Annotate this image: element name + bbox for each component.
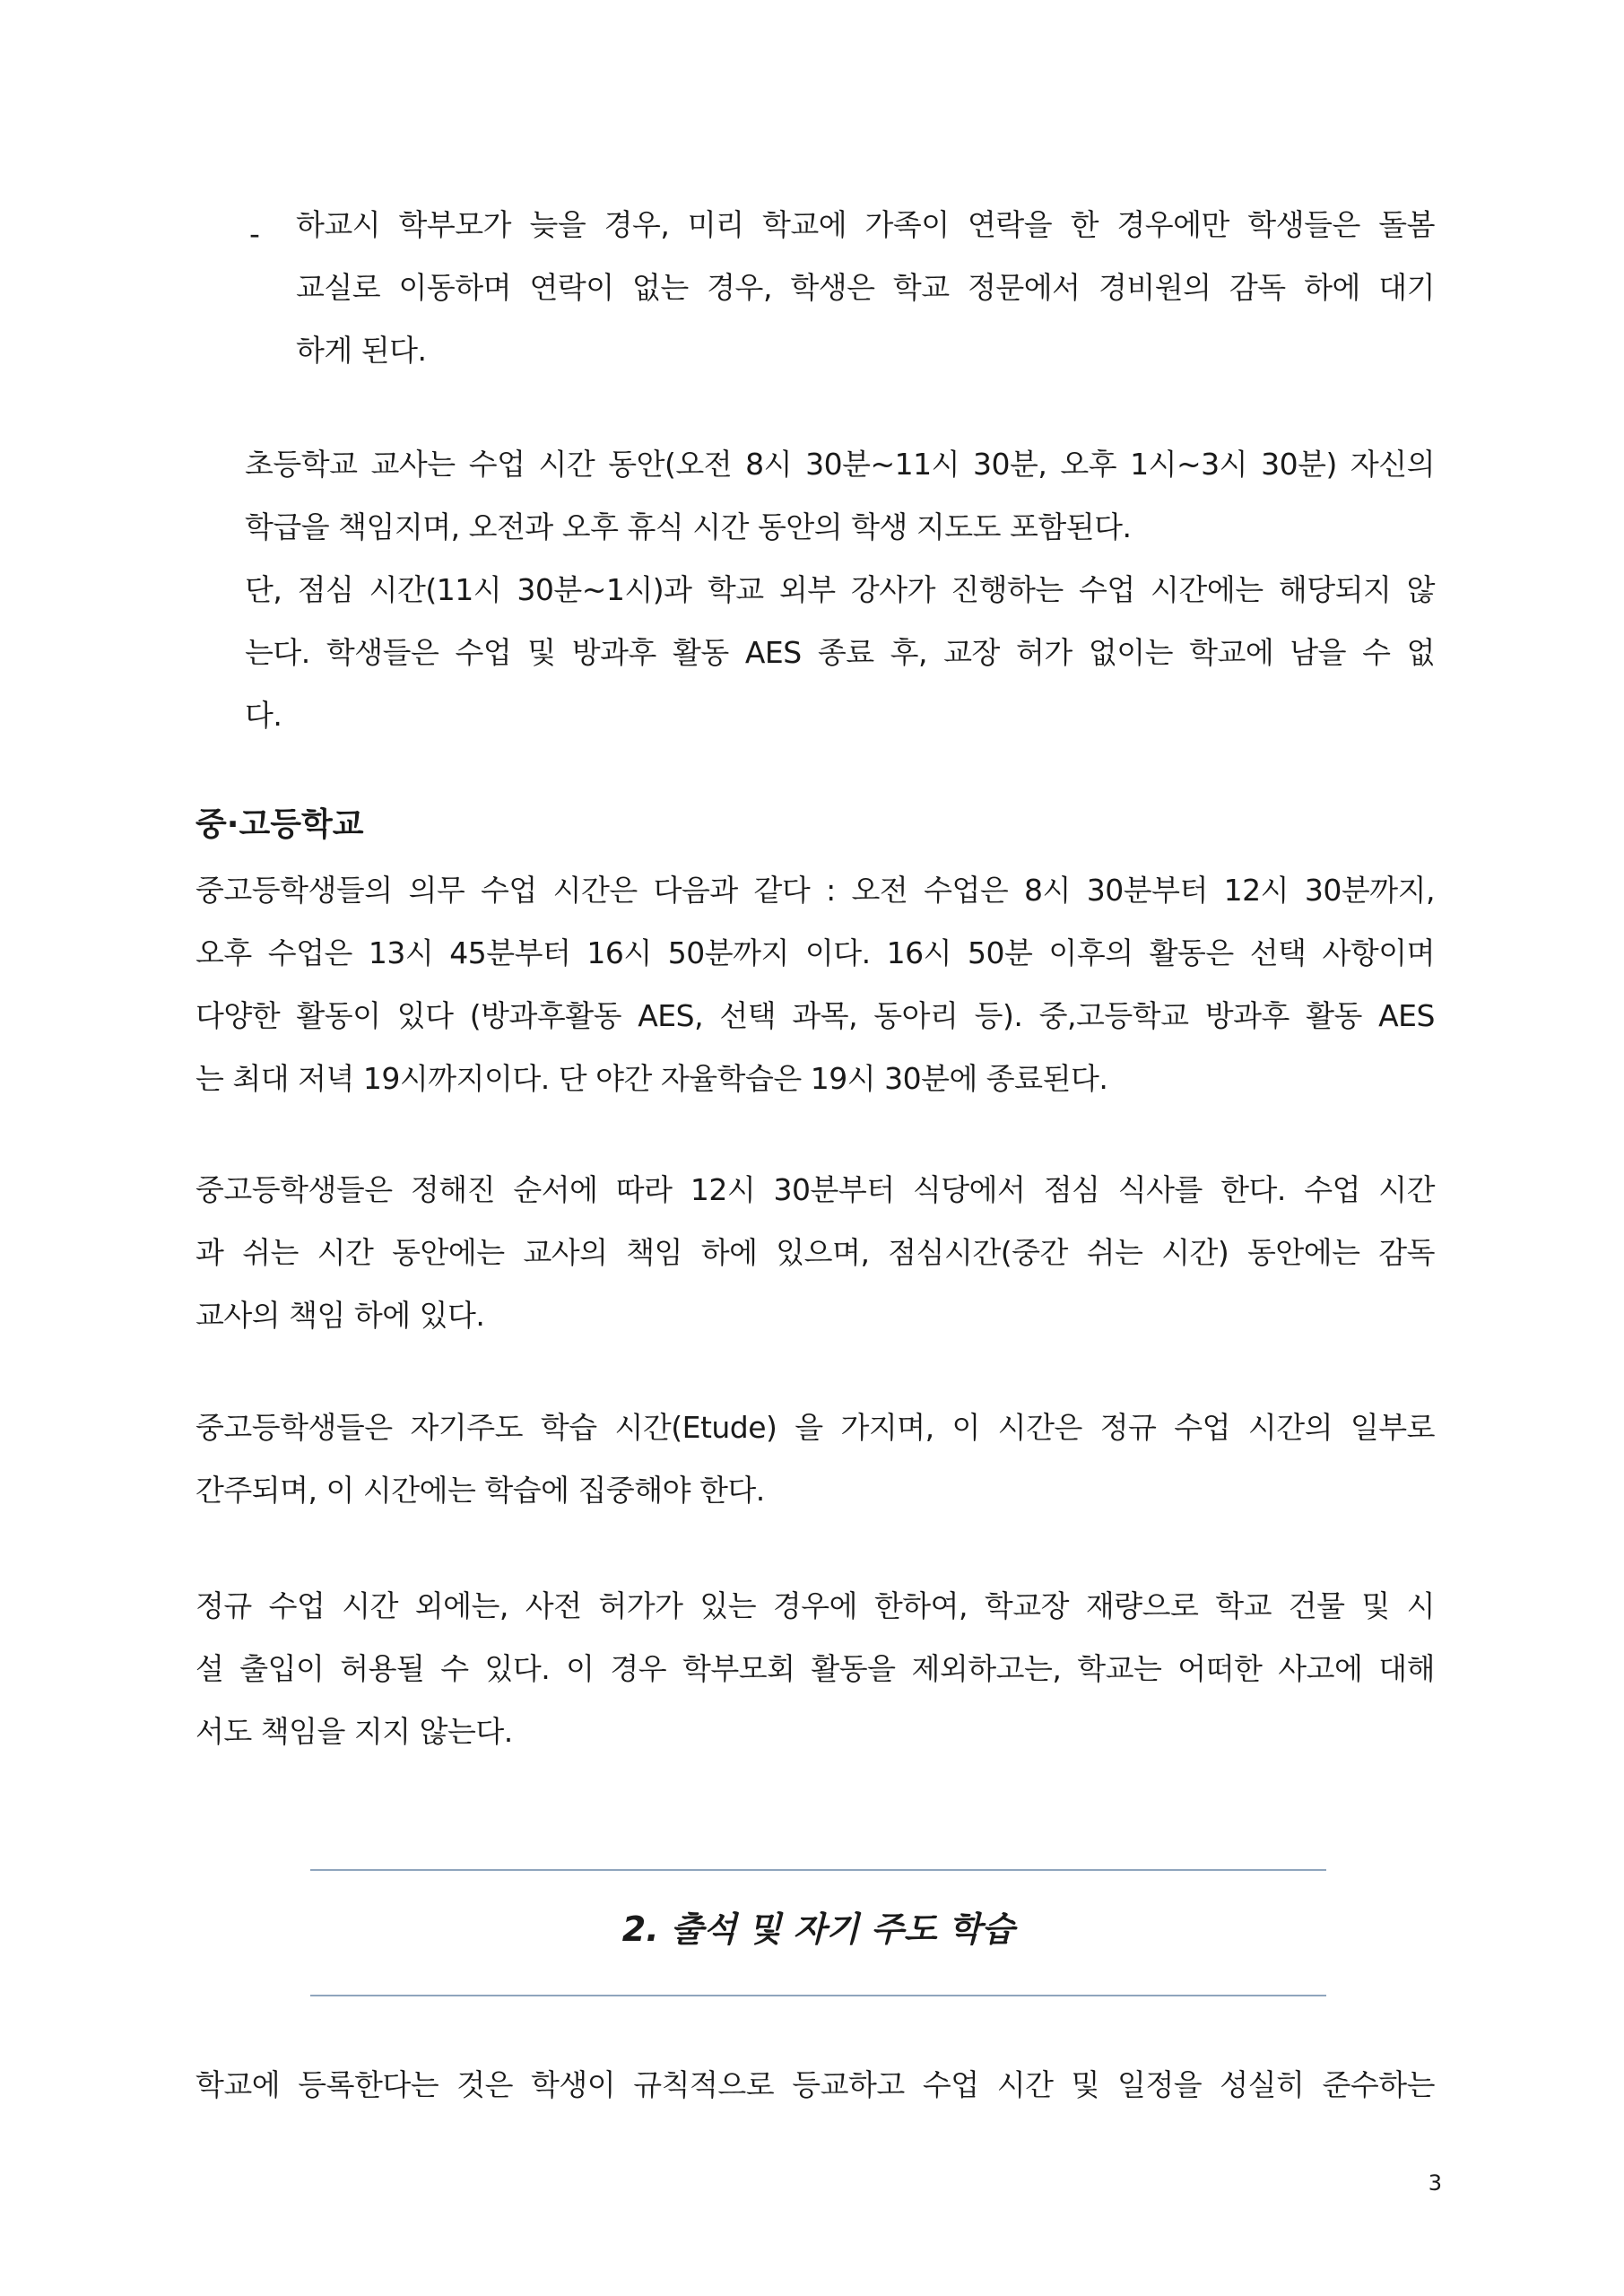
section-rule-top — [310, 1869, 1326, 1871]
text-line: 교실로 이동하며 연락이 없는 경우, 학생은 학교 정문에서 경비원의 감독 하에 대기 — [296, 270, 1435, 305]
text-line: 초등학교 교사는 수업 시간 동안(오전 8시 30분~11시 30분, 오후 1시~3시 30분) 자신의 — [245, 447, 1435, 482]
text-line: 학교에 등록한다는 것은 학생이 규칙적으로 등교하고 수업 시간 및 일정을 성실히 준수하는 — [195, 2067, 1435, 2102]
secondary-paragraph-3 — [195, 1396, 1435, 1522]
text-line: 다. — [245, 698, 282, 733]
section2-paragraph — [195, 2054, 1435, 2117]
section-heading: 중·고등학교 — [195, 806, 364, 843]
page-number: 3 — [1428, 2170, 1442, 2196]
text-line: 설 출입이 허용될 수 있다. 이 경우 학부모회 활동을 제외하고는, 학교는 어떠한 사고에 대해 — [195, 1651, 1435, 1686]
text-line: 서도 책임을 지지 않는다. — [195, 1714, 513, 1749]
text-line: 다양한 활동이 있다 (방과후활동 AES, 선택 과목, 동아리 등). 중,고등학교 방과후 활동 AES — [195, 998, 1435, 1033]
text-line: 하게 된다. — [296, 333, 427, 368]
text-line: 오후 수업은 13시 45분부터 16시 50분까지 이다. 16시 50분 이후의 활동은 선택 사항이며 — [195, 935, 1435, 970]
text-line: 단, 점심 시간(11시 30분~1시)과 학교 외부 강사가 진행하는 수업 시간에는 해당되지 않 — [245, 572, 1435, 607]
text-line: 는다. 학생들은 수업 및 방과후 활동 AES 종료 후, 교장 허가 없이는 학교에 남을 수 없 — [245, 635, 1435, 670]
text-line: 중고등학생들은 정해진 순서에 따라 12시 30분부터 식당에서 점심 식사를 한다. 수업 시간 — [195, 1172, 1435, 1207]
bullet-dash: - — [249, 216, 260, 251]
secondary-paragraph-2 — [195, 1159, 1435, 1347]
section-title: 2. 출석 및 자기 주도 학습 — [621, 1909, 1015, 1949]
text-line: 하교시 학부모가 늦을 경우, 미리 학교에 가족이 연락을 한 경우에만 학생들은 돌봄 — [296, 207, 1435, 242]
text-line: 학급을 책임지며, 오전과 오후 휴식 시간 동안의 학생 지도도 포함된다. — [245, 509, 1132, 544]
text-line: 중고등학생들의 의무 수업 시간은 다음과 같다 : 오전 수업은 8시 30분부터 12시 30분까지, — [195, 873, 1435, 908]
section-rule-bottom — [310, 1995, 1326, 1996]
text-line: 중고등학생들은 자기주도 학습 시간(Etude) 을 가지며, 이 시간은 정규 수업 시간의 일부로 — [195, 1410, 1435, 1445]
text-line: 교사의 책임 하에 있다. — [195, 1298, 485, 1333]
text-line: 정규 수업 시간 외에는, 사전 허가가 있는 경우에 한하여, 학교장 재량으로 학교 건물 및 시 — [195, 1588, 1435, 1623]
secondary-paragraph-4 — [195, 1575, 1435, 1763]
elementary-paragraph — [245, 433, 1435, 747]
bullet-paragraph — [296, 194, 1435, 382]
text-line: 간주되며, 이 시간에는 학습에 집중해야 한다. — [195, 1473, 765, 1508]
text-line: 과 쉬는 시간 동안에는 교사의 책임 하에 있으며, 점심시간(중간 쉬는 시간) 동안에는 감독 — [195, 1235, 1435, 1270]
secondary-paragraph-1 — [195, 859, 1435, 1110]
text-line: 는 최대 저녁 19시까지이다. 단 야간 자율학습은 19시 30분에 종료된다. — [195, 1061, 1108, 1096]
